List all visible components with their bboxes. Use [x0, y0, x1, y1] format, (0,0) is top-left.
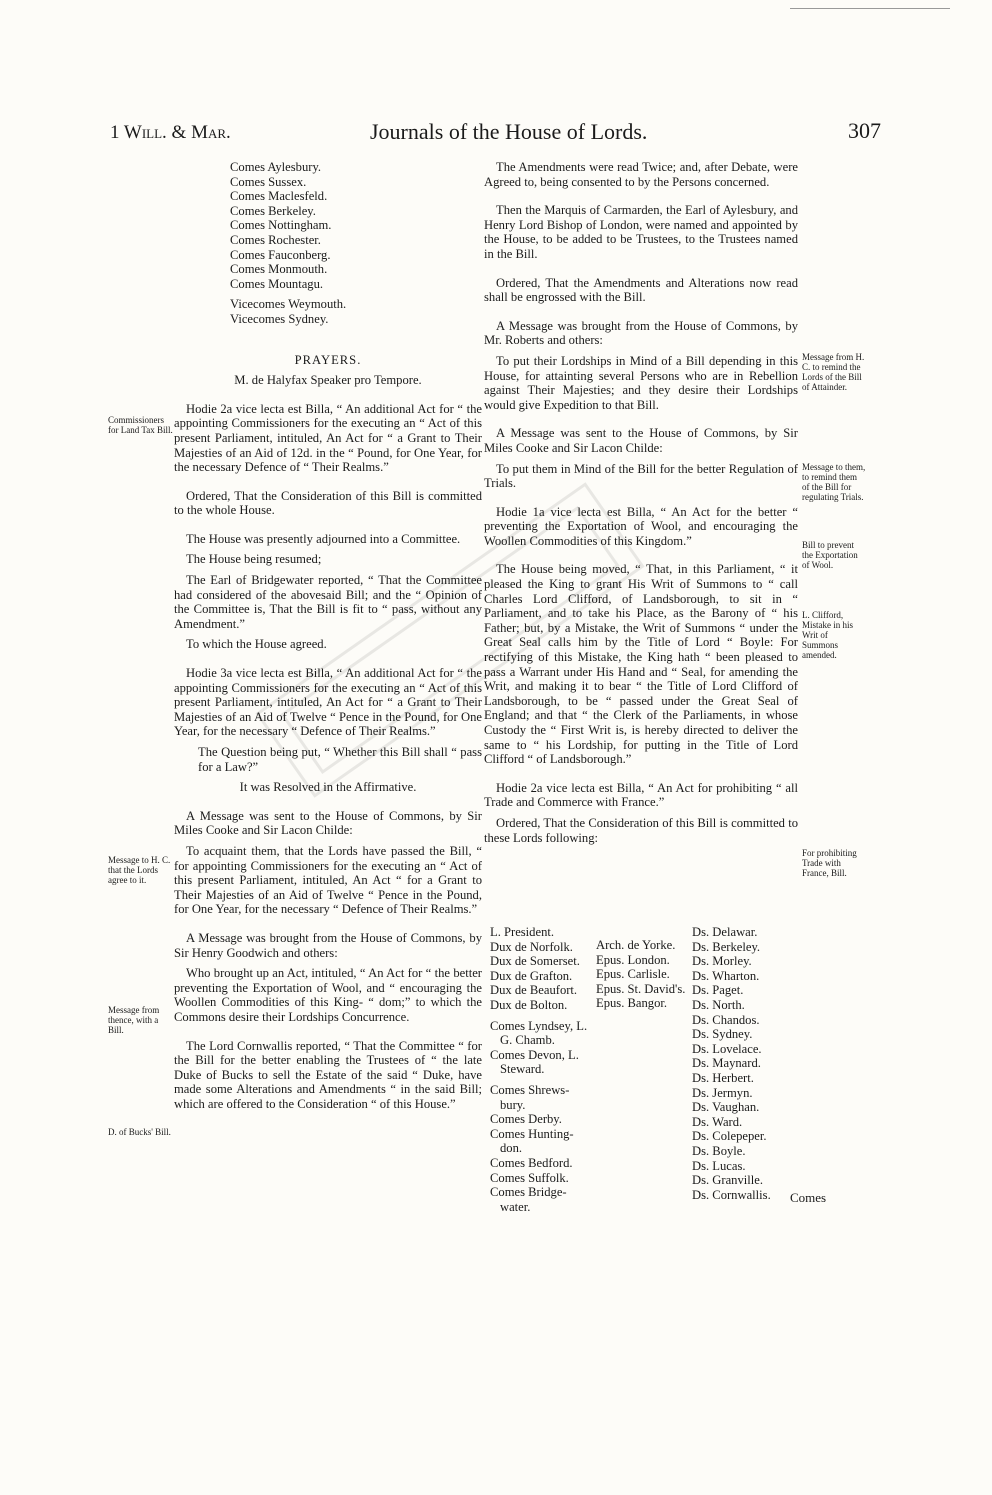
paragraph: To which the House agreed. [186, 637, 327, 652]
list-item: Ds. Chandos. [692, 1012, 760, 1027]
list-item: Comes Sussex. [230, 174, 307, 189]
list-item: Ds. Sydney. [692, 1027, 753, 1042]
list-item: Ds. Wharton. [692, 968, 760, 983]
committee-list-bishops [596, 938, 706, 1011]
paragraph: Then the Marquis of Carmarden, the Earl of Aylesbury, and Henry Lord Bishop of London, were named and appointed by the House, to be added to be Trustees, to the Trustees named in the Bill. [484, 203, 798, 261]
list-item: Ds. Vaughan. [692, 1100, 760, 1115]
margin-note: D. of Bucks' Bill. [108, 1127, 171, 1137]
list-item: Comes Fauconberg. [230, 247, 331, 262]
list-item: Comes Hunting- [490, 1126, 574, 1141]
left-column [174, 160, 482, 1111]
list-item: Comes Nottingham. [230, 218, 332, 233]
paragraph: A Message was brought from the House of Commons, by Sir Henry Goodwich and others: [174, 930, 482, 960]
list-item: Comes Rochester. [230, 232, 321, 247]
list-item: Ds. Paget. [692, 983, 744, 998]
paragraph: The Earl of Bridgewater reported, “ That the Committee had considered of the abovesaid Bill; and the “ Opinion of the Committee is, That the Bill is fit to “ pass, without any Amendment.” [174, 573, 482, 631]
list-item: Comes Devon, L. [490, 1047, 579, 1062]
paragraph: Ordered, That the Consideration of this Bill is committed to the whole House. [174, 488, 482, 518]
right-column [484, 160, 798, 845]
header-title: Journals of the House of Lords. [370, 119, 648, 144]
list-item: Epus. Carlisle. [596, 967, 670, 982]
paragraph: It was Resolved in the Affirmative. [239, 780, 417, 795]
paragraph: The Amendments were read Twice; and, after Debate, were Agreed to, being consented to by the Persons concerned. [484, 160, 798, 189]
margin-note: Message to them, to remind them of the Bill for regulating Trials. [802, 462, 866, 502]
margin-note: Message from thence, with a Bill. [108, 1005, 160, 1035]
list-item: Comes Lyndsey, L. [490, 1018, 588, 1033]
list-item: Vicecomes Weymouth. [230, 297, 347, 312]
list-item: Comes Suffolk. [490, 1170, 569, 1185]
list-item: Comes Bedford. [490, 1155, 573, 1170]
list-item: Ds. Colepeper. [692, 1129, 767, 1144]
lords-list [174, 160, 482, 327]
committee-list-barons [692, 925, 807, 1202]
list-item: Ds. Maynard. [692, 1056, 761, 1071]
paragraph: The House being moved, “ That, in this Parliament, “ it pleased the King to grant His Writ of Summons to “ call Charles Lord Clifford, of Landsborough, to sit in “ Parliament, and to take his Place, as the Barony of “ his Father; but, by a Mistake, the Writ of Summons “ under the Great Seal calls him by the Title of Lord “ Boyle: For rectifying of this Mistake, the King hath “ been pleased to pass a Warrant under His Hand and “ Seal, for amending the Writ, and making it to bear “ the Title of Lord Clifford of Landsborough, to be “ passed under the Great Seal of England; and that “ the Clerk of the Parliaments, in whose Custody the “ First Writ is, is hereby directed to deliver the same to “ his Lordship, for putting in the Title of Lord Clifford “ of Landsborough.” [484, 562, 798, 767]
list-item: Ds. Cornwallis. [692, 1187, 771, 1202]
list-item: Dux de Norfolk. [490, 939, 573, 954]
list-item: Dux de Bolton. [490, 997, 568, 1012]
list-item: Comes Derby. [490, 1112, 562, 1127]
list-item: Ds. Morley. [692, 954, 752, 969]
list-item: Comes Bridge- [490, 1185, 567, 1200]
list-item: Arch. de Yorke. [596, 938, 676, 952]
header-regnal-year: 1 Will. & Mar. [110, 122, 231, 143]
paragraph: The House being resumed; [186, 552, 322, 567]
paragraph: To put their Lordships in Mind of a Bill depending in this House, for attainting several Persons who are in Rebellion against Their Majesties; and they desire their Lordships would give Expedition to that Bill. [484, 353, 798, 412]
paragraph: Ordered, That the Consideration of this Bill is committed to these Lords following: [484, 815, 798, 845]
paragraph: Hodie 3a vice lecta est Billa, “ An additional Act for “ the appointing Commissioners for the executing an “ Act of this present Parliament, intituled, An Act for “ a Grant to Their Majesties of an Aid of Twelve “ Pence in the Pound, for One Year, for the necessary “ Defence of Their Realms.” [174, 666, 482, 739]
margin-note: Message from H. C. to remind the Lords of the Bill of Attainder. [802, 352, 865, 392]
paragraph: A Message was sent to the House of Commons, by Sir Miles Cooke and Sir Lacon Childe: [484, 426, 798, 455]
top-rule [790, 8, 950, 9]
list-item: Epus. Bangor. [596, 996, 668, 1011]
list-item: L. President. [490, 925, 555, 939]
list-item: Steward. [500, 1062, 545, 1077]
list-item: water. [500, 1199, 531, 1214]
paragraph: Ordered, That the Amendments and Alterations now read shall be engrossed with the Bill. [484, 275, 798, 305]
margin-note: For prohibiting Trade with France, Bill. [802, 848, 857, 878]
prayers-heading: PRAYERS. [294, 352, 362, 367]
list-item: G. Chamb. [500, 1033, 555, 1048]
list-item: Comes Berkeley. [230, 203, 316, 218]
list-item: Ds. Jermyn. [692, 1085, 753, 1100]
margin-note: Commissioners for Land Tax Bill. [108, 415, 173, 435]
list-item: Ds. Lucas. [692, 1158, 746, 1173]
paragraph: The Lord Cornwallis reported, “ That the Committee “ for the Bill for the better enabling the Trustees of “ the late Duke of Bucks to sell the Estate of the said “ Duke, have made some Alterations and Amendments “ in the said Bill; which are offered to the Consideration “ of this House.” [174, 1038, 482, 1111]
margin-note: Message to H. C. that the Lords agree to it. [108, 855, 171, 885]
list-item: Dux de Grafton. [490, 968, 573, 983]
list-item: Ds. Lovelace. [692, 1041, 762, 1056]
list-item: don. [500, 1141, 523, 1156]
list-item: Epus. St. David's. [596, 981, 686, 996]
paragraph: Hodie 2a vice lecta est Billa, “ An additional Act for “ the appointing Commissioners for the executing an “ Act of this present Parliament, intituled, An Act for “ a Grant to Their Majesties of an Aid of 12d. in the “ Pound, for One Year, for the necessary Defence of “ Their Realms.” [174, 401, 482, 475]
list-item: Vicecomes Sydney. [230, 311, 329, 326]
list-item: Ds. Ward. [692, 1114, 743, 1129]
paragraph: The House was presently adjourned into a Committee. [186, 531, 461, 546]
list-item: Ds. Boyle. [692, 1143, 746, 1158]
list-item: Comes Mountagu. [230, 276, 324, 291]
paragraph: Who brought up an Act, intituled, “ An Act for “ the better preventing the Exportation of Wool, and “ encouraging the Woollen Commodities of this King- “ dom;” to which the Commons desire their Lordships Concurrence. [174, 966, 482, 1024]
page-number: 307 [848, 118, 881, 143]
list-item: Ds. North. [692, 997, 745, 1012]
list-item: Ds. Granville. [692, 1173, 763, 1188]
paragraph: A Message was sent to the House of Commons, by Sir Miles Cooke and Sir Lacon Childe: [174, 808, 482, 838]
margin-note: L. Clifford, Mistake in his Writ of Summons amended. [802, 610, 853, 660]
paragraph: The Question being put, “ Whether this Bill shall “ pass for a Law?” [198, 745, 482, 774]
list-item: Dux de Beaufort. [490, 983, 578, 998]
catchword: Comes [790, 1190, 827, 1205]
list-item: Comes Shrews- [490, 1082, 570, 1097]
list-item: Ds. Herbert. [692, 1070, 754, 1085]
paragraph: Hodie 2a vice lecta est Billa, “ An Act for prohibiting “ all Trade and Commerce with France.” [484, 780, 798, 810]
paragraph: To acquaint them, that the Lords have passed the Bill, “ for appointing Commissioners for the executing an “ Act of this present Parliament, intituled, An Act “ for a Grant to Their Majesties of an Aid of Twelve “ Pence in the Pound, for One Year, for the necessary “ Defence of Their Realms.” [174, 843, 482, 917]
list-item: Epus. London. [596, 952, 670, 967]
margin-note: Bill to prevent the Exportation of Wool. [802, 540, 858, 570]
list-item: Comes Aylesbury. [230, 160, 322, 174]
list-item: bury. [500, 1097, 526, 1112]
committee-list-lords [490, 925, 600, 1214]
paragraph: Hodie 1a vice lecta est Billa, “ An Act for the better “ preventing the Exportation of Wool, and encouraging the Woollen Commodities of this Kingdom.” [484, 504, 798, 548]
list-item: Comes Monmouth. [230, 262, 328, 277]
paragraph: A Message was brought from the House of Commons, by Mr. Roberts and others: [484, 318, 798, 348]
list-item: Ds. Berkeley. [692, 939, 761, 954]
paragraph: To put them in Mind of the Bill for the better Regulation of Trials. [484, 461, 798, 491]
speaker-line: M. de Halyfax Speaker pro Tempore. [234, 373, 422, 388]
list-item: Dux de Somerset. [490, 954, 580, 969]
list-item: Comes Maclesfeld. [230, 189, 328, 204]
list-item: Ds. Delawar. [692, 925, 758, 939]
